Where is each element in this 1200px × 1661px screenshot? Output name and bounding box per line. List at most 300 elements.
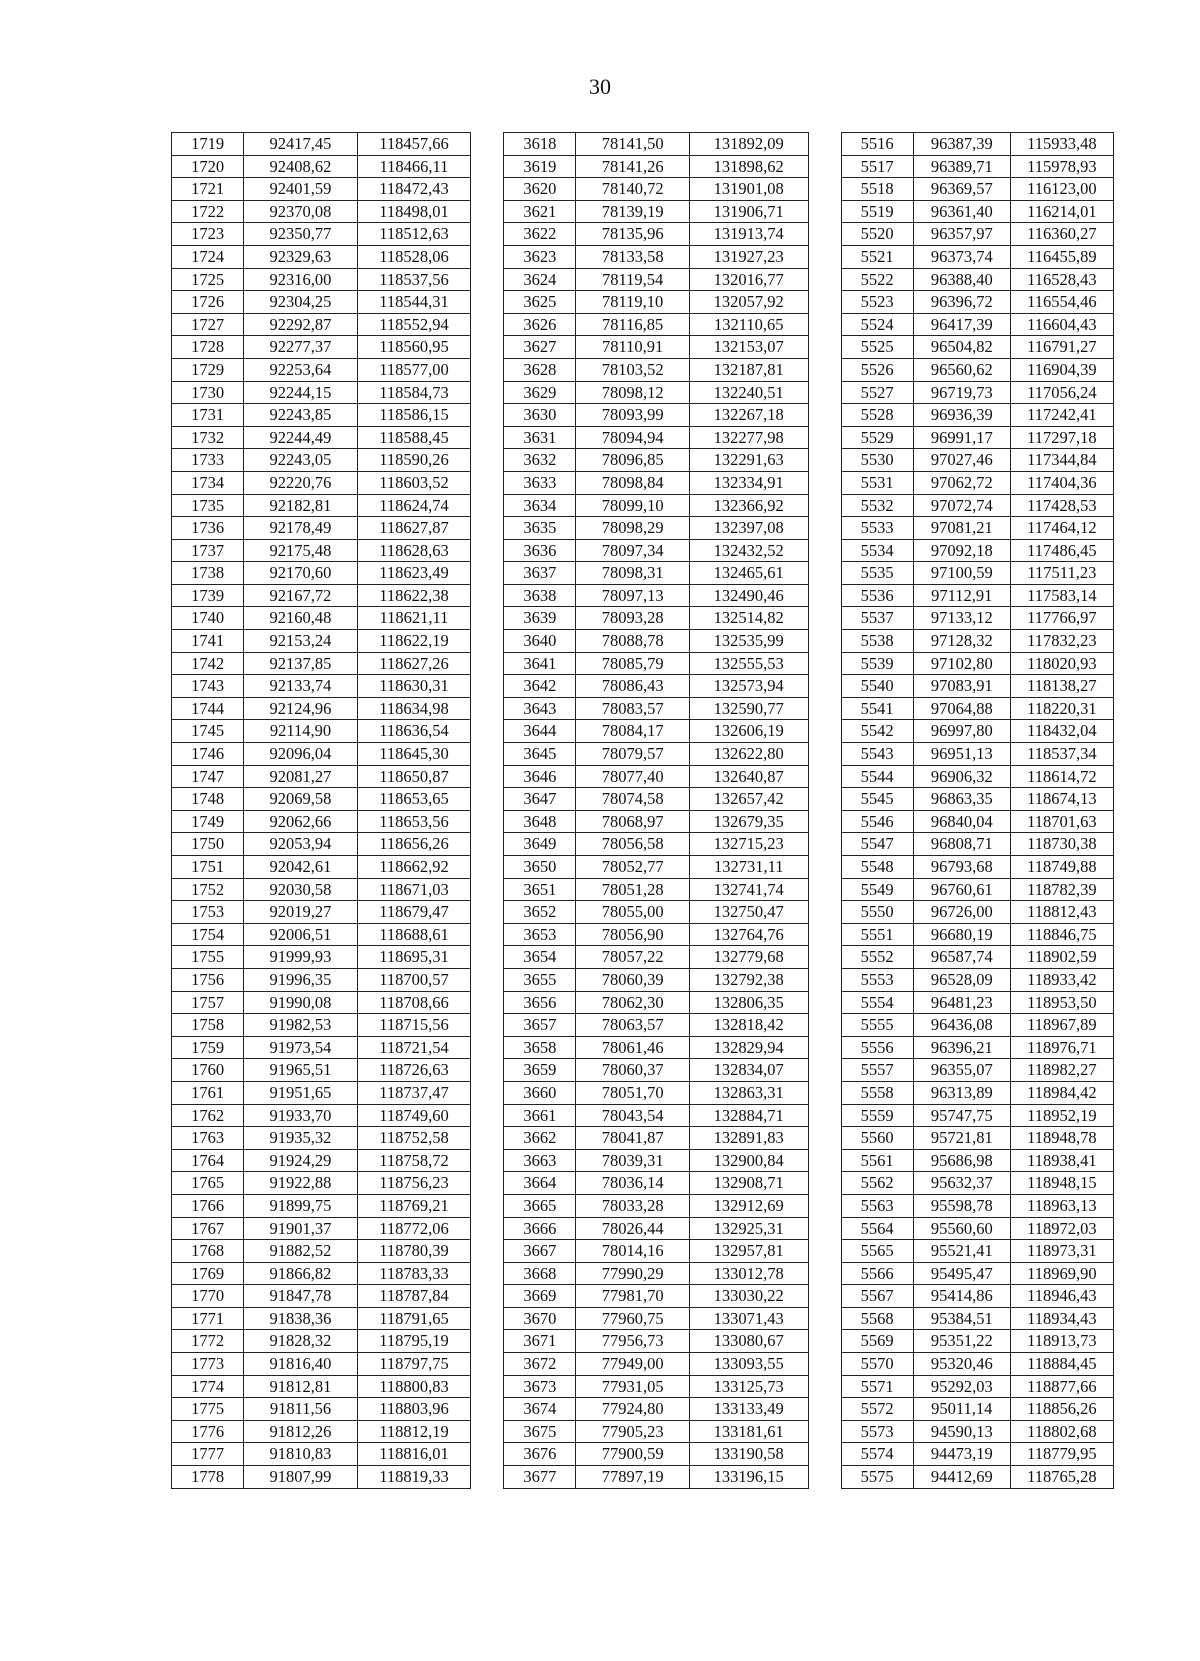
column-gap bbox=[808, 1194, 841, 1217]
column-gap bbox=[471, 358, 504, 381]
column-gap bbox=[808, 1240, 841, 1263]
point-number-1: 1760 bbox=[172, 1059, 244, 1082]
y-coordinate-2: 132240,51 bbox=[689, 381, 808, 404]
x-coordinate-3: 95521,41 bbox=[913, 1240, 1010, 1263]
point-number-3: 5560 bbox=[841, 1127, 913, 1150]
point-number-2: 3630 bbox=[504, 404, 576, 427]
x-coordinate-1: 92175,48 bbox=[244, 539, 357, 562]
y-coordinate-3: 118614,72 bbox=[1010, 765, 1113, 788]
x-coordinate-2: 78062,30 bbox=[576, 991, 689, 1014]
y-coordinate-3: 115978,93 bbox=[1010, 155, 1113, 178]
y-coordinate-2: 132657,42 bbox=[689, 788, 808, 811]
table-row bbox=[172, 426, 1114, 449]
y-coordinate-3: 116214,01 bbox=[1010, 200, 1113, 223]
x-coordinate-2: 77924,80 bbox=[576, 1398, 689, 1421]
x-coordinate-2: 78074,58 bbox=[576, 788, 689, 811]
y-coordinate-1: 118656,26 bbox=[357, 833, 470, 856]
y-coordinate-1: 118708,66 bbox=[357, 991, 470, 1014]
x-coordinate-2: 78098,84 bbox=[576, 471, 689, 494]
x-coordinate-3: 96504,82 bbox=[913, 336, 1010, 359]
x-coordinate-3: 97027,46 bbox=[913, 449, 1010, 472]
point-number-1: 1751 bbox=[172, 856, 244, 879]
x-coordinate-2: 78119,10 bbox=[576, 291, 689, 314]
point-number-2: 3645 bbox=[504, 743, 576, 766]
x-coordinate-2: 78077,40 bbox=[576, 765, 689, 788]
x-coordinate-3: 96396,21 bbox=[913, 1036, 1010, 1059]
x-coordinate-2: 78051,28 bbox=[576, 878, 689, 901]
y-coordinate-3: 117297,18 bbox=[1010, 426, 1113, 449]
point-number-1: 1727 bbox=[172, 313, 244, 336]
point-number-2: 3671 bbox=[504, 1330, 576, 1353]
point-number-3: 5530 bbox=[841, 449, 913, 472]
column-gap bbox=[471, 652, 504, 675]
column-gap bbox=[808, 1353, 841, 1376]
x-coordinate-1: 91807,99 bbox=[244, 1466, 357, 1489]
column-gap bbox=[808, 471, 841, 494]
column-gap bbox=[808, 652, 841, 675]
table-row bbox=[172, 1172, 1114, 1195]
y-coordinate-1: 118528,06 bbox=[357, 245, 470, 268]
column-gap bbox=[471, 1081, 504, 1104]
column-gap bbox=[808, 1285, 841, 1308]
y-coordinate-2: 132764,76 bbox=[689, 923, 808, 946]
x-coordinate-3: 96373,74 bbox=[913, 245, 1010, 268]
y-coordinate-3: 118969,90 bbox=[1010, 1262, 1113, 1285]
column-gap bbox=[808, 1172, 841, 1195]
y-coordinate-1: 118498,01 bbox=[357, 200, 470, 223]
x-coordinate-3: 95292,03 bbox=[913, 1375, 1010, 1398]
coordinates-table-body bbox=[172, 133, 1114, 1489]
x-coordinate-2: 78119,54 bbox=[576, 268, 689, 291]
column-gap bbox=[471, 381, 504, 404]
table-row bbox=[172, 1398, 1114, 1421]
point-number-1: 1749 bbox=[172, 810, 244, 833]
y-coordinate-3: 118138,27 bbox=[1010, 675, 1113, 698]
table-row bbox=[172, 313, 1114, 336]
y-coordinate-2: 132573,94 bbox=[689, 675, 808, 698]
point-number-3: 5569 bbox=[841, 1330, 913, 1353]
y-coordinate-3: 118938,41 bbox=[1010, 1149, 1113, 1172]
point-number-1: 1744 bbox=[172, 697, 244, 720]
column-gap bbox=[808, 336, 841, 359]
x-coordinate-3: 96719,73 bbox=[913, 381, 1010, 404]
table-row bbox=[172, 291, 1114, 314]
point-number-2: 3657 bbox=[504, 1014, 576, 1037]
point-number-2: 3632 bbox=[504, 449, 576, 472]
y-coordinate-1: 118769,21 bbox=[357, 1194, 470, 1217]
x-coordinate-2: 78060,37 bbox=[576, 1059, 689, 1082]
point-number-1: 1726 bbox=[172, 291, 244, 314]
y-coordinate-2: 132291,63 bbox=[689, 449, 808, 472]
x-coordinate-3: 96840,04 bbox=[913, 810, 1010, 833]
point-number-3: 5525 bbox=[841, 336, 913, 359]
column-gap bbox=[471, 517, 504, 540]
y-coordinate-3: 116904,39 bbox=[1010, 358, 1113, 381]
column-gap bbox=[808, 1127, 841, 1150]
y-coordinate-3: 118537,34 bbox=[1010, 743, 1113, 766]
x-coordinate-1: 92062,66 bbox=[244, 810, 357, 833]
y-coordinate-3: 118976,71 bbox=[1010, 1036, 1113, 1059]
x-coordinate-1: 92408,62 bbox=[244, 155, 357, 178]
table-row bbox=[172, 1194, 1114, 1217]
x-coordinate-1: 92178,49 bbox=[244, 517, 357, 540]
y-coordinate-1: 118812,19 bbox=[357, 1420, 470, 1443]
x-coordinate-1: 91924,29 bbox=[244, 1149, 357, 1172]
column-gap bbox=[471, 404, 504, 427]
x-coordinate-2: 78141,50 bbox=[576, 133, 689, 156]
y-coordinate-2: 132555,53 bbox=[689, 652, 808, 675]
point-number-3: 5540 bbox=[841, 675, 913, 698]
column-gap bbox=[808, 178, 841, 201]
point-number-3: 5548 bbox=[841, 856, 913, 879]
column-gap bbox=[808, 743, 841, 766]
x-coordinate-1: 92350,77 bbox=[244, 223, 357, 246]
y-coordinate-2: 133133,49 bbox=[689, 1398, 808, 1421]
point-number-3: 5570 bbox=[841, 1353, 913, 1376]
point-number-2: 3665 bbox=[504, 1194, 576, 1217]
table-row bbox=[172, 404, 1114, 427]
column-gap bbox=[808, 1443, 841, 1466]
y-coordinate-3: 116528,43 bbox=[1010, 268, 1113, 291]
y-coordinate-1: 118537,56 bbox=[357, 268, 470, 291]
point-number-2: 3675 bbox=[504, 1420, 576, 1443]
point-number-2: 3655 bbox=[504, 968, 576, 991]
column-gap bbox=[808, 788, 841, 811]
point-number-2: 3668 bbox=[504, 1262, 576, 1285]
column-gap bbox=[808, 833, 841, 856]
point-number-1: 1773 bbox=[172, 1353, 244, 1376]
table-row bbox=[172, 1262, 1114, 1285]
x-coordinate-1: 91982,53 bbox=[244, 1014, 357, 1037]
point-number-3: 5573 bbox=[841, 1420, 913, 1443]
point-number-3: 5546 bbox=[841, 810, 913, 833]
x-coordinate-2: 78094,94 bbox=[576, 426, 689, 449]
point-number-2: 3639 bbox=[504, 607, 576, 630]
y-coordinate-1: 118662,92 bbox=[357, 856, 470, 879]
point-number-1: 1746 bbox=[172, 743, 244, 766]
point-number-3: 5572 bbox=[841, 1398, 913, 1421]
point-number-3: 5556 bbox=[841, 1036, 913, 1059]
column-gap bbox=[808, 268, 841, 291]
column-gap bbox=[471, 1375, 504, 1398]
point-number-3: 5563 bbox=[841, 1194, 913, 1217]
y-coordinate-3: 118812,43 bbox=[1010, 901, 1113, 924]
point-number-2: 3648 bbox=[504, 810, 576, 833]
x-coordinate-2: 78140,72 bbox=[576, 178, 689, 201]
y-coordinate-2: 132741,74 bbox=[689, 878, 808, 901]
x-coordinate-3: 95384,51 bbox=[913, 1307, 1010, 1330]
y-coordinate-3: 118984,42 bbox=[1010, 1081, 1113, 1104]
x-coordinate-1: 91812,26 bbox=[244, 1420, 357, 1443]
x-coordinate-3: 96560,62 bbox=[913, 358, 1010, 381]
point-number-3: 5541 bbox=[841, 697, 913, 720]
point-number-1: 1745 bbox=[172, 720, 244, 743]
point-number-1: 1721 bbox=[172, 178, 244, 201]
x-coordinate-2: 78133,58 bbox=[576, 245, 689, 268]
column-gap bbox=[471, 1014, 504, 1037]
column-gap bbox=[471, 720, 504, 743]
y-coordinate-1: 118756,23 bbox=[357, 1172, 470, 1195]
column-gap bbox=[471, 200, 504, 223]
y-coordinate-2: 131906,71 bbox=[689, 200, 808, 223]
y-coordinate-2: 131913,74 bbox=[689, 223, 808, 246]
point-number-1: 1761 bbox=[172, 1081, 244, 1104]
x-coordinate-1: 92114,90 bbox=[244, 720, 357, 743]
column-gap bbox=[808, 1398, 841, 1421]
y-coordinate-2: 132432,52 bbox=[689, 539, 808, 562]
y-coordinate-1: 118552,94 bbox=[357, 313, 470, 336]
x-coordinate-2: 77956,73 bbox=[576, 1330, 689, 1353]
point-number-3: 5536 bbox=[841, 584, 913, 607]
x-coordinate-1: 92244,49 bbox=[244, 426, 357, 449]
x-coordinate-1: 92277,37 bbox=[244, 336, 357, 359]
point-number-1: 1754 bbox=[172, 923, 244, 946]
point-number-3: 5545 bbox=[841, 788, 913, 811]
point-number-2: 3638 bbox=[504, 584, 576, 607]
x-coordinate-2: 78097,13 bbox=[576, 584, 689, 607]
y-coordinate-2: 133196,15 bbox=[689, 1466, 808, 1489]
column-gap bbox=[471, 494, 504, 517]
y-coordinate-1: 118636,54 bbox=[357, 720, 470, 743]
y-coordinate-3: 118933,42 bbox=[1010, 968, 1113, 991]
y-coordinate-2: 132891,83 bbox=[689, 1127, 808, 1150]
column-gap bbox=[471, 291, 504, 314]
x-coordinate-2: 77905,23 bbox=[576, 1420, 689, 1443]
point-number-2: 3642 bbox=[504, 675, 576, 698]
x-coordinate-2: 78052,77 bbox=[576, 856, 689, 879]
y-coordinate-2: 132334,91 bbox=[689, 471, 808, 494]
y-coordinate-2: 132640,87 bbox=[689, 765, 808, 788]
point-number-3: 5535 bbox=[841, 562, 913, 585]
point-number-3: 5517 bbox=[841, 155, 913, 178]
y-coordinate-3: 118749,88 bbox=[1010, 856, 1113, 879]
point-number-2: 3661 bbox=[504, 1104, 576, 1127]
table-row bbox=[172, 743, 1114, 766]
column-gap bbox=[471, 449, 504, 472]
y-coordinate-3: 118674,13 bbox=[1010, 788, 1113, 811]
x-coordinate-2: 77931,05 bbox=[576, 1375, 689, 1398]
x-coordinate-1: 92137,85 bbox=[244, 652, 357, 675]
point-number-1: 1740 bbox=[172, 607, 244, 630]
column-gap bbox=[471, 1194, 504, 1217]
y-coordinate-2: 132779,68 bbox=[689, 946, 808, 969]
x-coordinate-1: 91935,32 bbox=[244, 1127, 357, 1150]
x-coordinate-1: 92081,27 bbox=[244, 765, 357, 788]
y-coordinate-1: 118783,33 bbox=[357, 1262, 470, 1285]
y-coordinate-2: 133071,43 bbox=[689, 1307, 808, 1330]
x-coordinate-3: 97083,91 bbox=[913, 675, 1010, 698]
y-coordinate-2: 132110,65 bbox=[689, 313, 808, 336]
column-gap bbox=[471, 178, 504, 201]
table-row bbox=[172, 1330, 1114, 1353]
column-gap bbox=[808, 1104, 841, 1127]
table-row bbox=[172, 494, 1114, 517]
column-gap bbox=[471, 245, 504, 268]
point-number-1: 1755 bbox=[172, 946, 244, 969]
y-coordinate-2: 133190,58 bbox=[689, 1443, 808, 1466]
table-row bbox=[172, 878, 1114, 901]
x-coordinate-3: 95598,78 bbox=[913, 1194, 1010, 1217]
table-row bbox=[172, 1443, 1114, 1466]
column-gap bbox=[808, 856, 841, 879]
y-coordinate-2: 133012,78 bbox=[689, 1262, 808, 1285]
column-gap bbox=[808, 449, 841, 472]
x-coordinate-3: 95721,81 bbox=[913, 1127, 1010, 1150]
y-coordinate-3: 118934,43 bbox=[1010, 1307, 1113, 1330]
page-number: 30 bbox=[589, 74, 611, 99]
point-number-2: 3677 bbox=[504, 1466, 576, 1489]
point-number-3: 5527 bbox=[841, 381, 913, 404]
point-number-3: 5562 bbox=[841, 1172, 913, 1195]
point-number-2: 3620 bbox=[504, 178, 576, 201]
column-gap bbox=[471, 968, 504, 991]
point-number-3: 5521 bbox=[841, 245, 913, 268]
y-coordinate-3: 118902,59 bbox=[1010, 946, 1113, 969]
point-number-3: 5553 bbox=[841, 968, 913, 991]
x-coordinate-1: 92053,94 bbox=[244, 833, 357, 856]
column-gap bbox=[471, 923, 504, 946]
point-number-2: 3634 bbox=[504, 494, 576, 517]
table-row bbox=[172, 1149, 1114, 1172]
y-coordinate-2: 132957,81 bbox=[689, 1240, 808, 1263]
point-number-3: 5551 bbox=[841, 923, 913, 946]
point-number-3: 5518 bbox=[841, 178, 913, 201]
y-coordinate-1: 118624,74 bbox=[357, 494, 470, 517]
y-coordinate-3: 117404,36 bbox=[1010, 471, 1113, 494]
y-coordinate-1: 118630,31 bbox=[357, 675, 470, 698]
column-gap bbox=[808, 313, 841, 336]
y-coordinate-3: 118765,28 bbox=[1010, 1466, 1113, 1489]
column-gap bbox=[471, 268, 504, 291]
column-gap bbox=[471, 1285, 504, 1308]
column-gap bbox=[471, 1217, 504, 1240]
point-number-1: 1763 bbox=[172, 1127, 244, 1150]
x-coordinate-2: 78093,99 bbox=[576, 404, 689, 427]
table-row bbox=[172, 765, 1114, 788]
column-gap bbox=[808, 1059, 841, 1082]
x-coordinate-2: 78141,26 bbox=[576, 155, 689, 178]
x-coordinate-2: 78036,14 bbox=[576, 1172, 689, 1195]
point-number-1: 1753 bbox=[172, 901, 244, 924]
x-coordinate-3: 94412,69 bbox=[913, 1466, 1010, 1489]
y-coordinate-2: 131892,09 bbox=[689, 133, 808, 156]
point-number-2: 3640 bbox=[504, 630, 576, 653]
point-number-2: 3633 bbox=[504, 471, 576, 494]
y-coordinate-3: 116123,00 bbox=[1010, 178, 1113, 201]
point-number-1: 1768 bbox=[172, 1240, 244, 1263]
point-number-1: 1748 bbox=[172, 788, 244, 811]
y-coordinate-2: 132277,98 bbox=[689, 426, 808, 449]
column-gap bbox=[808, 810, 841, 833]
x-coordinate-3: 96991,17 bbox=[913, 426, 1010, 449]
y-coordinate-1: 118695,31 bbox=[357, 946, 470, 969]
point-number-2: 3627 bbox=[504, 336, 576, 359]
column-gap bbox=[808, 968, 841, 991]
y-coordinate-3: 118982,27 bbox=[1010, 1059, 1113, 1082]
point-number-1: 1767 bbox=[172, 1217, 244, 1240]
x-coordinate-2: 78085,79 bbox=[576, 652, 689, 675]
x-coordinate-1: 92243,05 bbox=[244, 449, 357, 472]
y-coordinate-2: 132792,38 bbox=[689, 968, 808, 991]
y-coordinate-1: 118472,43 bbox=[357, 178, 470, 201]
point-number-1: 1764 bbox=[172, 1149, 244, 1172]
y-coordinate-3: 118972,03 bbox=[1010, 1217, 1113, 1240]
column-gap bbox=[808, 200, 841, 223]
y-coordinate-1: 118512,63 bbox=[357, 223, 470, 246]
y-coordinate-2: 133093,55 bbox=[689, 1353, 808, 1376]
point-number-2: 3652 bbox=[504, 901, 576, 924]
y-coordinate-3: 118220,31 bbox=[1010, 697, 1113, 720]
table-row bbox=[172, 539, 1114, 562]
x-coordinate-2: 78099,10 bbox=[576, 494, 689, 517]
x-coordinate-3: 96387,39 bbox=[913, 133, 1010, 156]
point-number-3: 5531 bbox=[841, 471, 913, 494]
column-gap bbox=[808, 1149, 841, 1172]
column-gap bbox=[808, 426, 841, 449]
x-coordinate-1: 91901,37 bbox=[244, 1217, 357, 1240]
y-coordinate-3: 118856,26 bbox=[1010, 1398, 1113, 1421]
point-number-3: 5519 bbox=[841, 200, 913, 223]
point-number-1: 1731 bbox=[172, 404, 244, 427]
point-number-1: 1720 bbox=[172, 155, 244, 178]
point-number-3: 5574 bbox=[841, 1443, 913, 1466]
column-gap bbox=[808, 539, 841, 562]
point-number-2: 3622 bbox=[504, 223, 576, 246]
table-row bbox=[172, 1353, 1114, 1376]
y-coordinate-3: 118946,43 bbox=[1010, 1285, 1113, 1308]
x-coordinate-2: 78088,78 bbox=[576, 630, 689, 653]
point-number-3: 5523 bbox=[841, 291, 913, 314]
x-coordinate-3: 96760,61 bbox=[913, 878, 1010, 901]
x-coordinate-1: 92329,63 bbox=[244, 245, 357, 268]
column-gap bbox=[471, 1466, 504, 1489]
point-number-2: 3676 bbox=[504, 1443, 576, 1466]
column-gap bbox=[808, 562, 841, 585]
point-number-1: 1770 bbox=[172, 1285, 244, 1308]
point-number-3: 5575 bbox=[841, 1466, 913, 1489]
point-number-1: 1756 bbox=[172, 968, 244, 991]
x-coordinate-1: 92133,74 bbox=[244, 675, 357, 698]
point-number-3: 5533 bbox=[841, 517, 913, 540]
point-number-3: 5550 bbox=[841, 901, 913, 924]
x-coordinate-2: 78079,57 bbox=[576, 743, 689, 766]
x-coordinate-3: 97072,74 bbox=[913, 494, 1010, 517]
x-coordinate-1: 92006,51 bbox=[244, 923, 357, 946]
x-coordinate-2: 78061,46 bbox=[576, 1036, 689, 1059]
y-coordinate-1: 118800,83 bbox=[357, 1375, 470, 1398]
x-coordinate-2: 78060,39 bbox=[576, 968, 689, 991]
column-gap bbox=[808, 381, 841, 404]
point-number-1: 1757 bbox=[172, 991, 244, 1014]
point-number-3: 5528 bbox=[841, 404, 913, 427]
column-gap bbox=[808, 1217, 841, 1240]
column-gap bbox=[471, 1330, 504, 1353]
x-coordinate-3: 96389,71 bbox=[913, 155, 1010, 178]
column-gap bbox=[471, 1104, 504, 1127]
point-number-3: 5554 bbox=[841, 991, 913, 1014]
x-coordinate-3: 95632,37 bbox=[913, 1172, 1010, 1195]
table-row bbox=[172, 946, 1114, 969]
x-coordinate-3: 96680,19 bbox=[913, 923, 1010, 946]
x-coordinate-3: 95747,75 bbox=[913, 1104, 1010, 1127]
y-coordinate-3: 116455,89 bbox=[1010, 245, 1113, 268]
y-coordinate-1: 118650,87 bbox=[357, 765, 470, 788]
y-coordinate-3: 117511,23 bbox=[1010, 562, 1113, 585]
column-gap bbox=[471, 1398, 504, 1421]
point-number-2: 3641 bbox=[504, 652, 576, 675]
column-gap bbox=[808, 358, 841, 381]
column-gap bbox=[808, 765, 841, 788]
